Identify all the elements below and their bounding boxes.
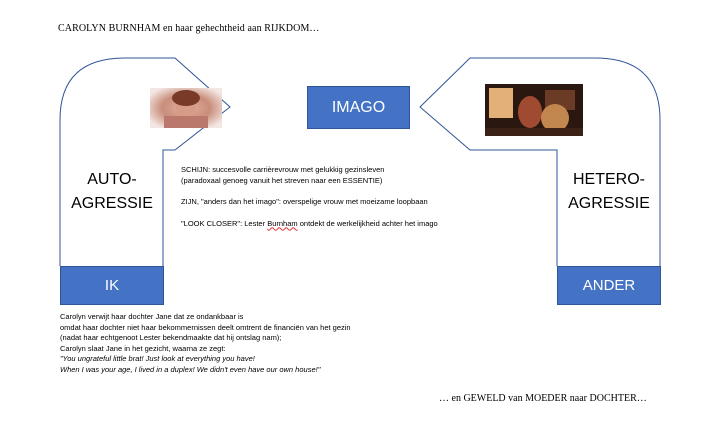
hetero-agressie-line-2: AGRESSIE	[568, 195, 650, 212]
quote-line-2: When I was your age, I lived in a duplex! We didn't even have our own house!"	[60, 364, 321, 374]
look-closer-line	[181, 219, 438, 230]
bottom-line-1: Carolyn verwijt haar dochter Jane dat ze ondankbaar is	[60, 312, 244, 321]
auto-agressie-label	[60, 168, 164, 216]
quote-line-1: "You ungrateful little brat! Just look at everything you have!	[60, 354, 255, 363]
ik-label: IK	[104, 277, 120, 294]
schijn-line-1: SCHIJN: succesvolle carrièrevrouw met gelukkig gezinsleven	[181, 165, 385, 174]
center-text	[181, 165, 438, 229]
page-title: CAROLYN BURNHAM en haar gehechtheid aan RIJKDOM…	[58, 23, 320, 34]
look-closer-pre: "LOOK CLOSER": Lester	[181, 218, 268, 228]
zijn-line: ZIJN, "anders dan het imago": overspelige vrouw met moeizame loopbaan	[181, 197, 428, 206]
auto-agressie-line-2: AGRESSIE	[71, 195, 153, 212]
schijn-line-2: (paradoxaal genoeg vanuit het streven naar een ESSENTIE)	[181, 175, 383, 185]
imago-label: IMAGO	[331, 98, 386, 116]
bottom-title: … en GEWELD van MOEDER naar DOCHTER…	[439, 393, 647, 404]
bottom-line-2: omdat haar dochter niet haar bekommernissen deelt omtrent de financiën van het gezin	[60, 322, 351, 332]
ander-box	[557, 266, 661, 305]
imago-box	[307, 86, 410, 129]
hetero-agressie-label	[557, 168, 661, 216]
look-closer-name: Burnham	[267, 218, 298, 228]
bottom-line-4: Carolyn slaat Jane in het gezicht, waarna ze zegt:	[60, 343, 226, 353]
hetero-agressie-line-1: HETERO-	[573, 171, 645, 188]
photo-carolyn-right	[485, 84, 583, 136]
auto-agressie-line-1: AUTO-	[87, 171, 137, 188]
ik-box	[60, 266, 164, 305]
bottom-line-3: (nadat haar echtgenoot Lester bekendmaakte dat hij ontslag nam);	[60, 333, 282, 342]
look-closer-post: ontdekt de werkelijkheid achter het imago	[297, 218, 438, 228]
bottom-text	[60, 312, 351, 375]
ander-label: ANDER	[582, 277, 636, 294]
photo-carolyn-left	[150, 88, 222, 128]
